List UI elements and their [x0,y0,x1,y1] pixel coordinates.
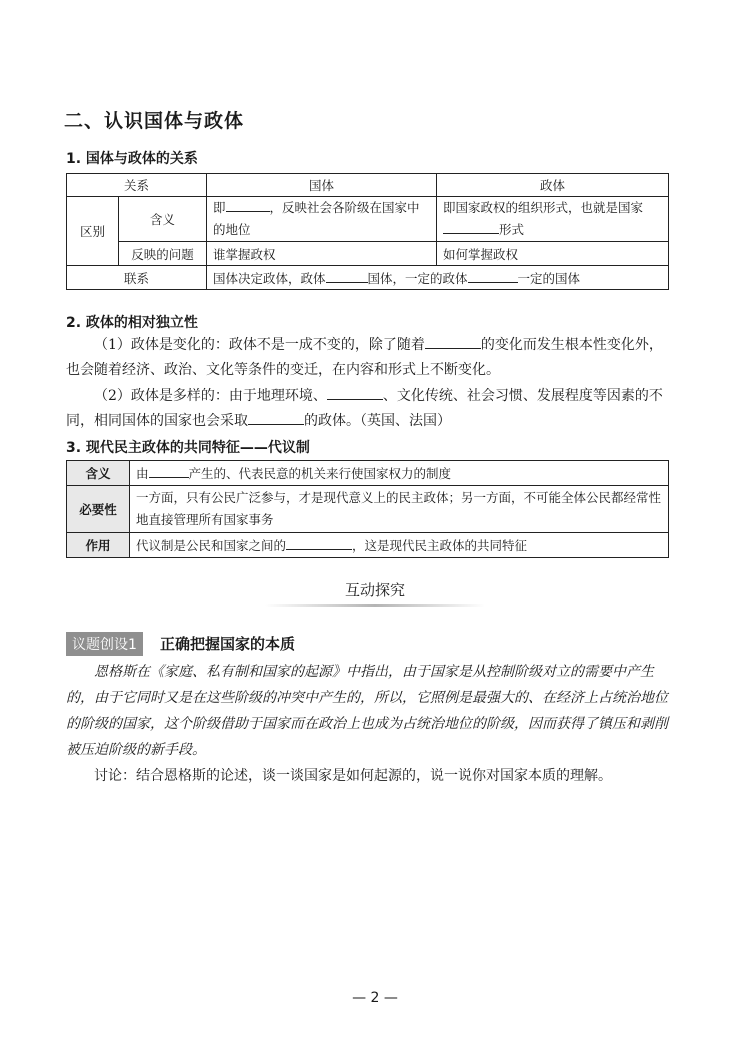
daiyizhi-table [66,460,669,558]
heading-underline [265,604,485,607]
topic-title: 正确把握国家的本质 [160,635,296,653]
header-zhengti: 政体 [437,174,669,197]
cell-fanying-guoti: 谁掌握政权 [207,242,437,266]
section-title: 二、认识国体与政体 [64,110,245,132]
cell-hanyi-guoti: 即 ，反映社会各阶级在国家中 的地位 [207,197,437,242]
fill-blank [149,465,189,478]
fill-blank [425,336,481,349]
subsection-title-3: 3. 现代民主政体的共同特征——代议制 [66,440,310,456]
cell-biyaoxing: 一方面，只有公民广泛参与，才是现代意义上的民主政体；另一方面，不可能全体公民都经常性地直接管理所有国家事务 [130,486,669,533]
row-label-zuoyong: 作用 [67,533,130,558]
fill-blank [443,221,499,234]
table-row [67,486,669,533]
guoti-zhengti-table [66,173,669,290]
row-label-hanyi: 含义 [119,197,207,242]
fill-blank [248,412,304,425]
table-row [67,461,669,486]
paragraph-diverse: （2）政体是多样的：由于地理环境、 、文化传统、社会习惯、发展程度等因素的不同，相同国体的国家也会采取 的政体。（英国、法国） [66,388,663,429]
topic-badge: 议题创设1 [66,632,143,656]
cell-zuoyong: 代议制是公民和国家之间的 ，这是现代民主政体的共同特征 [130,533,669,558]
paragraph-changeable: （1）政体是变化的：政体不是一成不变的，除了随着 的变化而发生根本性变化外，也会随着经济、政治、文化等条件的变迁，在内容和形式上不断变化。 [66,337,663,378]
header-relation: 关系 [67,174,207,197]
page-number: — 2 — [352,990,398,1006]
cell-fanying-zhengti: 如何掌握政权 [437,242,669,266]
subsection-title-1: 1. 国体与政体的关系 [66,151,198,167]
fill-blank [327,387,383,400]
row-label-lianxi: 联系 [67,266,207,290]
table-row [67,242,669,266]
fill-blank [468,270,518,283]
fill-blank [286,537,352,550]
interactive-section-heading: 互动探究 [344,581,405,599]
discussion-prompt: 讨论：结合恩格斯的论述，谈一谈国家是如何起源的，说一说你对国家本质的理解。 [94,768,612,784]
engels-quote: 恩格斯在《家庭、私有制和国家的起源》中指出，由于国家是从控制阶级对立的需要中产生的，由于它同时又是在这些阶级的冲突中产生的，所以，它照例是最强大的、在经济上占统治地位的阶级的国家，这个阶级借助于国家而在政治上也成为占统治地位的阶级，因而获得了镇压和剥削被压迫阶级的新手段。 [66,664,668,758]
row-label-hanyi: 含义 [67,461,130,486]
cell-hanyi-zhengti: 即国家政权的组织形式，也就是国家 形式 [437,197,669,242]
cell-hanyi: 由 产生的、代表民意的机关来行使国家权力的制度 [130,461,669,486]
fill-blank [326,270,368,283]
row-label-biyaoxing: 必要性 [67,486,130,533]
table-row [67,174,669,197]
row-label-fanying: 反映的问题 [119,242,207,266]
table-row [67,533,669,558]
fill-blank [226,199,270,212]
subsection-title-2: 2. 政体的相对独立性 [66,315,198,331]
table-row [67,266,669,290]
table-row [67,197,669,242]
header-guoti: 国体 [207,174,437,197]
cell-lianxi: 国体决定政体，政体 国体，一定的政体 一定的国体 [207,266,669,290]
row-label-qubie: 区别 [67,197,119,266]
